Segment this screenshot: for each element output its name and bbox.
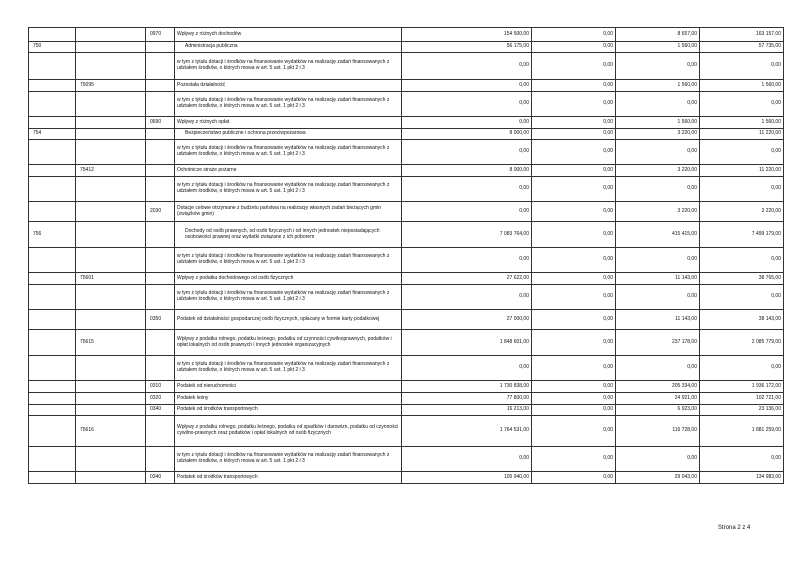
plan-value-cell: 27 622,00 xyxy=(402,273,532,285)
plan-value-cell: 154 500,00 xyxy=(402,28,532,42)
increase-value-cell: 415 415,00 xyxy=(616,222,700,248)
rozdzial-cell xyxy=(76,356,146,381)
increase-value-cell: 0,00 xyxy=(616,285,700,310)
plan-value-cell: 0,00 xyxy=(402,140,532,165)
paragraf-cell xyxy=(146,285,175,310)
description-cell: Wpływy z różnych opłat xyxy=(175,117,402,129)
decrease-value-cell: 0,00 xyxy=(532,447,616,472)
dzial-cell xyxy=(29,393,76,405)
dzial-cell xyxy=(29,28,76,42)
after-change-value-cell: 0,00 xyxy=(700,53,784,80)
after-change-value-cell: 1 560,00 xyxy=(700,80,784,92)
decrease-value-cell: 0,00 xyxy=(532,222,616,248)
paragraf-cell: 2030 xyxy=(146,202,175,222)
description-cell: Podatek od środków transportowych xyxy=(175,472,402,484)
paragraf-cell xyxy=(146,140,175,165)
paragraf-cell xyxy=(146,330,175,356)
increase-value-cell: 3 220,00 xyxy=(616,165,700,177)
decrease-value-cell: 0,00 xyxy=(532,405,616,416)
dzial-cell xyxy=(29,472,76,484)
dzial-cell xyxy=(29,381,76,393)
plan-value-cell: 0,00 xyxy=(402,356,532,381)
dzial-cell xyxy=(29,273,76,285)
plan-value-cell: 0,00 xyxy=(402,285,532,310)
plan-value-cell: 8 000,00 xyxy=(402,129,532,140)
paragraf-cell xyxy=(146,273,175,285)
increase-value-cell: 11 143,00 xyxy=(616,273,700,285)
dzial-cell: 754 xyxy=(29,129,76,140)
dzial-cell xyxy=(29,330,76,356)
rozdzial-cell xyxy=(76,117,146,129)
dzial-cell xyxy=(29,447,76,472)
paragraf-cell xyxy=(146,53,175,80)
paragraf-cell: 0970 xyxy=(146,28,175,42)
description-cell: Administracja publiczna xyxy=(175,42,402,53)
after-change-value-cell: 38 765,00 xyxy=(700,273,784,285)
table-row xyxy=(29,356,784,381)
rozdzial-cell xyxy=(76,472,146,484)
table-row xyxy=(29,381,784,393)
plan-value-cell: 77 800,00 xyxy=(402,393,532,405)
decrease-value-cell: 0,00 xyxy=(532,42,616,53)
dzial-cell xyxy=(29,405,76,416)
after-change-value-cell: 1 560,00 xyxy=(700,117,784,129)
table-row xyxy=(29,80,784,92)
table-row xyxy=(29,405,784,416)
table-row xyxy=(29,53,784,80)
after-change-value-cell: 0,00 xyxy=(700,285,784,310)
paragraf-cell: 0350 xyxy=(146,310,175,330)
description-cell: Podatek od nieruchomości xyxy=(175,381,402,393)
increase-value-cell: 6 923,00 xyxy=(616,405,700,416)
description-cell: w tym z tytułu dotacji i środków na finansowanie wydatków na realizację zadań finansowanych z udziałem środków, o których mowa w art. 5 ust. 1 pkt 2 i 3 xyxy=(175,356,402,381)
decrease-value-cell: 0,00 xyxy=(532,117,616,129)
description-cell: Dochody od osób prawnych, od osób fizycznych i od innych jednostek nieposiadających osobowości prawnej oraz wydatki związane z ich poborem xyxy=(175,222,402,248)
decrease-value-cell: 0,00 xyxy=(532,202,616,222)
description-cell: Dotacje celowe otrzymane z budżetu państwa na realizację własnych zadań bieżących gmin (związków gmin) xyxy=(175,202,402,222)
increase-value-cell: 0,00 xyxy=(616,92,700,117)
rozdzial-cell: 75615 xyxy=(76,330,146,356)
plan-value-cell: 7 083 764,00 xyxy=(402,222,532,248)
description-cell: Podatek od działalności gospodarczej osób fizycznych, opłacany w formie karty podatkowej xyxy=(175,310,402,330)
paragraf-cell xyxy=(146,92,175,117)
increase-value-cell: 1 560,00 xyxy=(616,117,700,129)
rozdzial-cell xyxy=(76,177,146,202)
rozdzial-cell xyxy=(76,447,146,472)
paragraf-cell: 0320 xyxy=(146,393,175,405)
paragraf-cell xyxy=(146,42,175,53)
increase-value-cell: 1 560,00 xyxy=(616,80,700,92)
rozdzial-cell xyxy=(76,202,146,222)
after-change-value-cell: 2 085 779,00 xyxy=(700,330,784,356)
table-row xyxy=(29,285,784,310)
increase-value-cell: 8 657,00 xyxy=(616,28,700,42)
dzial-cell xyxy=(29,177,76,202)
plan-value-cell: 0,00 xyxy=(402,80,532,92)
description-cell: w tym z tytułu dotacji i środków na finansowanie wydatków na realizację zadań finansowanych z udziałem środków, o których mowa w art. 5 ust. 1 pkt 2 i 3 xyxy=(175,248,402,273)
increase-value-cell: 3 220,00 xyxy=(616,202,700,222)
decrease-value-cell: 0,00 xyxy=(532,129,616,140)
dzial-cell xyxy=(29,416,76,447)
dzial-cell xyxy=(29,356,76,381)
table-row xyxy=(29,92,784,117)
after-change-value-cell: 1 881 259,00 xyxy=(700,416,784,447)
decrease-value-cell: 0,00 xyxy=(532,92,616,117)
rozdzial-cell xyxy=(76,129,146,140)
table-row xyxy=(29,330,784,356)
table-row xyxy=(29,273,784,285)
description-cell: w tym z tytułu dotacji i środków na finansowanie wydatków na realizację zadań finansowanych z udziałem środków, o których mowa w art. 5 ust. 1 pkt 2 i 3 xyxy=(175,140,402,165)
plan-value-cell: 0,00 xyxy=(402,177,532,202)
rozdzial-cell xyxy=(76,222,146,248)
decrease-value-cell: 0,00 xyxy=(532,28,616,42)
budget-table xyxy=(28,27,784,484)
decrease-value-cell: 0,00 xyxy=(532,393,616,405)
increase-value-cell: 0,00 xyxy=(616,447,700,472)
after-change-value-cell: 11 220,00 xyxy=(700,129,784,140)
after-change-value-cell: 38 143,00 xyxy=(700,310,784,330)
decrease-value-cell: 0,00 xyxy=(532,80,616,92)
decrease-value-cell: 0,00 xyxy=(532,381,616,393)
description-cell: Podatek leśny xyxy=(175,393,402,405)
table-row xyxy=(29,393,784,405)
after-change-value-cell: 0,00 xyxy=(700,447,784,472)
plan-value-cell: 0,00 xyxy=(402,202,532,222)
paragraf-cell xyxy=(146,129,175,140)
description-cell: Pozostała działalność xyxy=(175,80,402,92)
rozdzial-cell: 75601 xyxy=(76,273,146,285)
plan-value-cell: 0,00 xyxy=(402,117,532,129)
table-row xyxy=(29,248,784,273)
increase-value-cell: 3 220,00 xyxy=(616,129,700,140)
paragraf-cell: 0310 xyxy=(146,381,175,393)
after-change-value-cell: 0,00 xyxy=(700,92,784,117)
plan-value-cell: 1 730 838,00 xyxy=(402,381,532,393)
after-change-value-cell: 0,00 xyxy=(700,140,784,165)
page-number: Strona 2 z 4 xyxy=(718,525,751,531)
table-row xyxy=(29,129,784,140)
increase-value-cell: 0,00 xyxy=(616,356,700,381)
dzial-cell xyxy=(29,248,76,273)
rozdzial-cell xyxy=(76,310,146,330)
after-change-value-cell: 0,00 xyxy=(700,356,784,381)
rozdzial-cell: 75412 xyxy=(76,165,146,177)
increase-value-cell: 24 921,00 xyxy=(616,393,700,405)
decrease-value-cell: 0,00 xyxy=(532,330,616,356)
increase-value-cell: 29 043,00 xyxy=(616,472,700,484)
dzial-cell xyxy=(29,80,76,92)
dzial-cell xyxy=(29,285,76,310)
rozdzial-cell xyxy=(76,405,146,416)
after-change-value-cell: 11 220,00 xyxy=(700,165,784,177)
paragraf-cell xyxy=(146,248,175,273)
plan-value-cell: 105 940,00 xyxy=(402,472,532,484)
plan-value-cell: 1 848 601,00 xyxy=(402,330,532,356)
plan-value-cell: 27 000,00 xyxy=(402,310,532,330)
plan-value-cell: 1 764 531,00 xyxy=(402,416,532,447)
dzial-cell xyxy=(29,165,76,177)
decrease-value-cell: 0,00 xyxy=(532,165,616,177)
decrease-value-cell: 0,00 xyxy=(532,273,616,285)
description-cell: Ochotnicze straże pożarne xyxy=(175,165,402,177)
table-row xyxy=(29,472,784,484)
plan-value-cell: 0,00 xyxy=(402,248,532,273)
increase-value-cell: 116 728,00 xyxy=(616,416,700,447)
table-row xyxy=(29,310,784,330)
increase-value-cell: 1 560,00 xyxy=(616,42,700,53)
dzial-cell xyxy=(29,92,76,117)
increase-value-cell: 11 143,00 xyxy=(616,310,700,330)
increase-value-cell: 0,00 xyxy=(616,177,700,202)
after-change-value-cell: 0,00 xyxy=(700,177,784,202)
description-cell: w tym z tytułu dotacji i środków na finansowanie wydatków na realizację zadań finansowanych z udziałem środków, o których mowa w art. 5 ust. 1 pkt 2 i 3 xyxy=(175,447,402,472)
after-change-value-cell: 7 499 179,00 xyxy=(700,222,784,248)
table-row xyxy=(29,165,784,177)
after-change-value-cell: 0,00 xyxy=(700,248,784,273)
after-change-value-cell: 102 721,00 xyxy=(700,393,784,405)
description-cell: w tym z tytułu dotacji i środków na finansowanie wydatków na realizację zadań finansowanych z udziałem środków, o których mowa w art. 5 ust. 1 pkt 2 i 3 xyxy=(175,177,402,202)
dzial-cell: 750 xyxy=(29,42,76,53)
plan-value-cell: 0,00 xyxy=(402,53,532,80)
rozdzial-cell xyxy=(76,381,146,393)
decrease-value-cell: 0,00 xyxy=(532,177,616,202)
table-row xyxy=(29,117,784,129)
after-change-value-cell: 134 983,00 xyxy=(700,472,784,484)
description-cell: Podatek od środków transportowych xyxy=(175,405,402,416)
dzial-cell xyxy=(29,53,76,80)
rozdzial-cell xyxy=(76,92,146,117)
rozdzial-cell: 75616 xyxy=(76,416,146,447)
description-cell: Bezpieczeństwo publiczne i ochrona przeciwpożarowa xyxy=(175,129,402,140)
table-row xyxy=(29,416,784,447)
rozdzial-cell xyxy=(76,140,146,165)
table-row xyxy=(29,202,784,222)
rozdzial-cell xyxy=(76,53,146,80)
description-cell: w tym z tytułu dotacji i środków na finansowanie wydatków na realizację zadań finansowanych z udziałem środków, o których mowa w art. 5 ust. 1 pkt 2 i 3 xyxy=(175,285,402,310)
rozdzial-cell: 75095 xyxy=(76,80,146,92)
paragraf-cell xyxy=(146,165,175,177)
description-cell: Wpływy z podatku dochodowego od osób fizycznych xyxy=(175,273,402,285)
after-change-value-cell: 3 220,00 xyxy=(700,202,784,222)
dzial-cell xyxy=(29,117,76,129)
plan-value-cell: 0,00 xyxy=(402,447,532,472)
rozdzial-cell xyxy=(76,248,146,273)
paragraf-cell xyxy=(146,416,175,447)
table-row xyxy=(29,222,784,248)
increase-value-cell: 205 334,00 xyxy=(616,381,700,393)
dzial-cell xyxy=(29,310,76,330)
decrease-value-cell: 0,00 xyxy=(532,248,616,273)
after-change-value-cell: 57 735,00 xyxy=(700,42,784,53)
rozdzial-cell xyxy=(76,285,146,310)
plan-value-cell: 56 175,00 xyxy=(402,42,532,53)
table-row xyxy=(29,28,784,42)
description-cell: Wpływy z podatku rolnego, podatku leśnego, podatku od czynności cywilnoprawnych, podatków i opłat lokalnych od osób prawnych i innych jednostek organizacyjnych xyxy=(175,330,402,356)
budget-table-sheet xyxy=(28,27,783,484)
paragraf-cell: 0340 xyxy=(146,472,175,484)
increase-value-cell: 237 178,00 xyxy=(616,330,700,356)
description-cell: w tym z tytułu dotacji i środków na finansowanie wydatków na realizację zadań finansowanych z udziałem środków, o których mowa w art. 5 ust. 1 pkt 2 i 3 xyxy=(175,92,402,117)
paragraf-cell xyxy=(146,222,175,248)
increase-value-cell: 0,00 xyxy=(616,53,700,80)
decrease-value-cell: 0,00 xyxy=(532,140,616,165)
after-change-value-cell: 1 936 172,00 xyxy=(700,381,784,393)
paragraf-cell xyxy=(146,447,175,472)
decrease-value-cell: 0,00 xyxy=(532,285,616,310)
paragraf-cell xyxy=(146,177,175,202)
paragraf-cell xyxy=(146,356,175,381)
table-row xyxy=(29,447,784,472)
description-cell: w tym z tytułu dotacji i środków na finansowanie wydatków na realizację zadań finansowanych z udziałem środków, o których mowa w art. 5 ust. 1 pkt 2 i 3 xyxy=(175,53,402,80)
increase-value-cell: 0,00 xyxy=(616,140,700,165)
description-cell: Wpływy z różnych dochodów xyxy=(175,28,402,42)
increase-value-cell: 0,00 xyxy=(616,248,700,273)
decrease-value-cell: 0,00 xyxy=(532,310,616,330)
decrease-value-cell: 0,00 xyxy=(532,416,616,447)
rozdzial-cell xyxy=(76,393,146,405)
paragraf-cell: 0690 xyxy=(146,117,175,129)
table-row xyxy=(29,140,784,165)
plan-value-cell: 0,00 xyxy=(402,92,532,117)
decrease-value-cell: 0,00 xyxy=(532,356,616,381)
decrease-value-cell: 0,00 xyxy=(532,472,616,484)
paragraf-cell: 0340 xyxy=(146,405,175,416)
dzial-cell xyxy=(29,140,76,165)
description-cell: Wpływy z podatku rolnego, podatku leśnego, podatku od spadków i darowizn, podatku od czynności cywilno-prawnych oraz podatków i opłat lokalnych od osób fizycznych xyxy=(175,416,402,447)
decrease-value-cell: 0,00 xyxy=(532,53,616,80)
plan-value-cell: 8 000,00 xyxy=(402,165,532,177)
rozdzial-cell xyxy=(76,42,146,53)
after-change-value-cell: 163 157,00 xyxy=(700,28,784,42)
dzial-cell: 756 xyxy=(29,222,76,248)
rozdzial-cell xyxy=(76,28,146,42)
plan-value-cell: 16 213,00 xyxy=(402,405,532,416)
table-row xyxy=(29,177,784,202)
after-change-value-cell: 23 136,00 xyxy=(700,405,784,416)
table-row xyxy=(29,42,784,53)
paragraf-cell xyxy=(146,80,175,92)
dzial-cell xyxy=(29,202,76,222)
